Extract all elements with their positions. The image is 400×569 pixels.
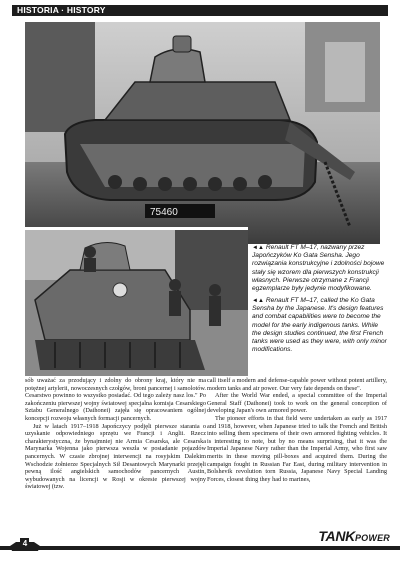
brand-main: TANK [318, 528, 355, 544]
brand-sub: POWER [354, 533, 390, 543]
caption-arrows-icon: ◄▲ [252, 298, 264, 304]
body-paragraph: The pioneer efforts in that field were undertaken as early as 1917 and 1918, however, when Japanese tried to talk the French and British into selling them specimens of their own armored fighting vehicles. It is interesting to note, but by no means surprising, that it was the Imperial Japanese Navy rather than the Imperial Army, who first saw merits in these moving pill-boxes and acquired them. During the campaign fought in Russian Far East, during military intervention in Bolshevik revolution torn Russia, Japanese Navy Special Landing Forces, closest thing they had to marines, [207, 414, 387, 483]
body-paragraph: call itself a modern and defense-capable power without potent artillery, modern tanks and air power. Our very fate depends on these". [207, 377, 387, 392]
tank-photo-illustration [25, 22, 380, 244]
page-number: 4 [22, 539, 28, 548]
caption-polish-text: Renault FT M–17, nazwany przez Japończyków Ko Gata Sensha. Jego rozwiązania konstrukcyjne i zdolności bojowe stały się wzorem dla pierwszych konstrukcji własnych. Pierwsze otrzymane z Francji egzemplarze były jedynie modyfikowane. [252, 244, 385, 293]
caption-english-text: Renault FT M–17, called the Ko Gata Sensha by the Japanese. It's design features and combat capabilities were to become the model for the early indigenous tanks. While the design studies continued, the first French tanks were used as they were, with only minor modifications. [252, 297, 387, 354]
section-header-bar [12, 5, 388, 16]
footer-bar [0, 546, 400, 550]
body-column-english [207, 377, 387, 483]
magazine-brand [318, 528, 390, 544]
photo-renault-ft-side [25, 22, 380, 244]
photo-caption-polish [252, 244, 388, 293]
caption-arrows-icon: ◄▲ [252, 245, 264, 251]
body-column-polish [25, 377, 206, 491]
section-title: HISTORIA · HISTORY [17, 5, 106, 15]
photo-caption-english [252, 297, 388, 354]
tank-crew-photo-illustration [25, 230, 248, 376]
serial-text: 75460 [150, 207, 178, 218]
body-paragraph: Już w latach 1917–1918 Japończycy podjęli pierwsze starania o uzyskanie odpowiedniego sprzętu we Francji i Anglii. Rzecz charakterystyczna, że bynajmniej nie Armia Cesarska, ale Cesarska Marynarka Wojenna jako pierwsza weszła w posiadanie pojazdów pancernych. W czasie zbrojnej interwencji na rosyjskim Dalekim Wschodzie żołnierze Specjalnych Sił Desantowych Marynarki przejęli pewną ilość angielskich samochodów pancernych Austin, wybudowanych na licencji w Rosji w okresie pierwszej wojny światowej (tzw. [25, 422, 206, 491]
body-paragraph: After the World War ended, a special committee of the Imperial General Staff (Daihonei) took to work on the general conception of developing Japan's own armored power. [207, 392, 387, 415]
photo-renault-ft-crew [25, 227, 248, 376]
body-paragraph: sób uważać za przodujący i zdolny do obrony kraj, który nie ma potężnej artylerii, nowoczesnych czołgów, broni pancernej i samolotów. Cesarstwo powinno to wszystko posiadać. Od tego zależy nasz los." Po zakończeniu pierwszej wojny światowej specjalna komisja Cesarskiego Sztabu Generalnego (Daihonei) zajęła się opracowaniem ogólnej koncepcji rozwoju własnych formacji pancernych. [25, 377, 206, 422]
